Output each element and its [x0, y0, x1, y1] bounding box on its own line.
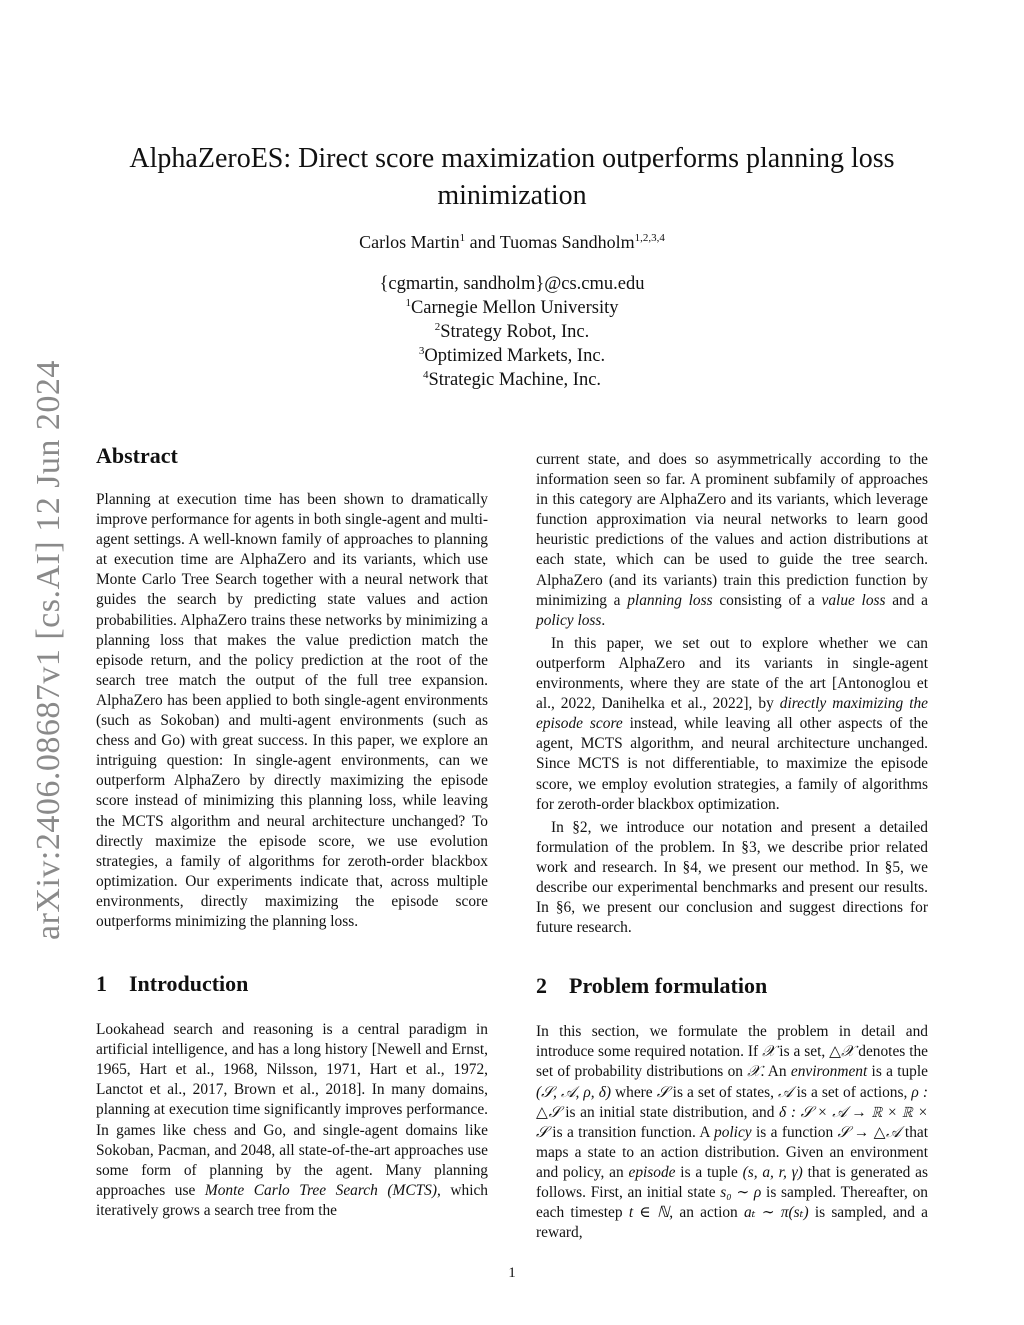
affiliation-line — [90, 344, 934, 368]
math: ρ : △𝒮 — [536, 1083, 928, 1121]
abstract-heading: Abstract — [96, 443, 178, 468]
text-run: instead, while leaving all other aspects of the agent, MCTS algorithm, and neural architecture unchanged. Since MCTS is not differentiable, to maximize the episode score, we employ evolution strategies, a family of algorithms for zeroth-order blackbox optimization. — [536, 715, 928, 813]
affil-sup: 1 — [405, 297, 411, 309]
affil-sup: 3 — [418, 345, 425, 357]
math: △𝒳 — [829, 1043, 855, 1061]
paper-title — [90, 140, 934, 214]
author-conjunction: and — [465, 232, 500, 252]
text-run: , an action — [669, 1204, 744, 1222]
text-run: is a tuple — [675, 1163, 743, 1181]
affil-sup: 4 — [422, 369, 429, 381]
affiliation-block — [90, 272, 934, 392]
title-line-2: minimization — [437, 180, 587, 211]
emphasis: planning loss — [627, 591, 713, 609]
author-affil-sup: 1 — [459, 232, 466, 244]
emphasis: policy loss — [536, 611, 602, 629]
text-run: In this paper, we set out to explore whether we can outperform AlphaZero and its variants in single-agent environments, where they are state of the art [Antonoglou et al., 2022, Danihelka et al., 2022], by — [536, 634, 928, 713]
text-run: is a set of actions, — [792, 1083, 912, 1101]
text-run: consisting of a — [712, 591, 822, 609]
left-column — [96, 442, 488, 1221]
text-run: is sampled, and a reward, — [536, 1204, 928, 1242]
text-run: is a set of states, — [668, 1083, 779, 1101]
emphasis: directly maximizing the episode score — [536, 695, 928, 733]
math: 𝒳 — [762, 1043, 776, 1061]
math: (𝒮, 𝒜, ρ, δ) — [536, 1083, 611, 1101]
affiliation-line — [90, 296, 934, 320]
emphasis: Monte Carlo Tree Search (MCTS) — [204, 1181, 437, 1199]
affil-name: Strategic Machine, Inc. — [428, 370, 602, 390]
math: δ : 𝒮 × 𝒜 → ℝ × ℝ × 𝒮 — [536, 1103, 928, 1141]
intro-heading — [96, 970, 488, 998]
text-run: is a function — [751, 1123, 838, 1141]
affiliation-line — [90, 320, 934, 344]
math: 𝒳 — [747, 1063, 761, 1081]
emphasis: episode — [628, 1163, 676, 1181]
section-title: Introduction — [129, 971, 249, 997]
section-number: 2 — [536, 973, 547, 999]
text-run: Lookahead search and reasoning is a central paradigm in artificial intelligence, and has a long history [Newell and Ernst, 1965, Hart et al., 1968, Nilsson, 1971, Hart et al., 1972, Lanctot et al., 2017, Brown et al., 2018]. In many domains, planning at execution time significantly improves performance. In games like chess and Go, and single-agent domains like Sokoban, Pacman, and 2048, all state-of-the-art approaches use some form of planning by the agent. Many planning approaches use — [96, 1021, 488, 1199]
abstract-text: Planning at execution time has been shown to dramatically improve performance for agents in both single-agent and multi-agent settings. A well-known family of approaches to planning at execution time are AlphaZero and its variants, which use Monte Carlo Tree Search together with a neural network that guides the search by predicting state values and action probabilities. AlphaZero trains these networks by minimizing a planning loss that makes the value prediction match the episode return, and the policy prediction at the root of the search tree match the output of the full tree expansion. AlphaZero has been applied to both single-agent environments (such as Sokoban) and multi-agent environments (such as chess and Go) with great success. In this paper, we explore an intriguing question: In single-agent environments, can we outperform AlphaZero by directly maximizing the episode score instead of minimizing this planning loss, while leaving the MCTS algorithm and neural architecture unchanged? To directly maximize the episode score, we use evolution strategies, a family of algorithms for zeroth-order blackbox optimization. Our experiments indicate that, across multiple environments, directly maximizing the episode score outperforms minimizing the planning loss. — [96, 491, 488, 930]
math: s₀ ∼ ρ — [720, 1184, 762, 1201]
intro-paragraph-2 — [536, 634, 928, 815]
affil-name: Carnegie Mellon University — [410, 298, 619, 318]
text-run: . An — [760, 1063, 791, 1081]
section-number: 1 — [96, 971, 107, 997]
affil-name: Strategy Robot, Inc. — [440, 322, 590, 342]
right-column — [536, 450, 928, 1243]
text-run: . — [601, 611, 606, 629]
text-run: and a — [885, 591, 928, 609]
math: t ∈ ℕ — [628, 1204, 670, 1222]
author-email[interactable]: {cgmartin, sandholm}@cs.cmu.edu — [379, 274, 645, 294]
text-run: is an initial state distribution, and — [560, 1103, 780, 1121]
text-run: , which iteratively grows a search tree from the — [96, 1181, 488, 1219]
math: (s, a, r, γ) — [742, 1163, 803, 1181]
affiliation-line — [90, 368, 934, 392]
arxiv-identifier[interactable]: arXiv:2406.08687v1 [cs.AI] 12 Jun 2024 — [30, 360, 67, 940]
math: 𝒮 — [656, 1083, 669, 1101]
author-affil-sup: 1,2,3,4 — [634, 232, 665, 244]
author-list — [90, 230, 934, 254]
text-run: that is generated as follows. First, an initial state — [536, 1163, 928, 1201]
emphasis: value loss — [821, 591, 886, 609]
text-run: denotes the set of probability distributions on — [536, 1043, 928, 1081]
text-run: In this section, we formulate the problem in detail and introduce some required notation. If — [536, 1023, 928, 1061]
section-title: Problem formulation — [569, 973, 768, 999]
text-run: is sampled. Thereafter, on each timestep — [536, 1184, 928, 1222]
intro-paragraph-continued — [536, 450, 928, 631]
math: 𝒜 — [778, 1083, 793, 1101]
intro-paragraph — [96, 1020, 488, 1221]
author-name: Tuomas Sandholm — [499, 232, 635, 252]
page-number: 1 — [508, 1265, 516, 1281]
problem-heading — [536, 972, 928, 1000]
title-line-1: AlphaZeroES: Direct score maximization outperforms planning loss — [129, 143, 895, 174]
text-run: where — [610, 1083, 657, 1101]
author-name: Carlos Martin — [359, 232, 460, 252]
text-run: that maps a state to an action distribution. Given an environment and policy, an — [536, 1123, 928, 1181]
intro-paragraph-3: In §2, we introduce our notation and present a detailed formulation of the problem. In §3, we describe prior related work and research. In §4, we present our method. In §5, we describe our experimental benchmarks and present our results. In §6, we present our conclusion and suggest directions for future research. — [536, 818, 928, 937]
emphasis: policy — [714, 1123, 752, 1141]
affil-name: Optimized Markets, Inc. — [424, 346, 606, 366]
text-run: current state, and does so asymmetrically according to the information seen so far. A prominent subfamily of approaches in this category are AlphaZero and its variants, which leverage function approximation via neural networks to learn good heuristic predictions of the values and action distributions at each state, which can be used to guide the tree search. AlphaZero (and its variants) train this prediction function by minimizing a — [536, 451, 928, 609]
math: 𝒮 → △𝒜 — [837, 1123, 901, 1141]
problem-paragraph — [536, 1022, 928, 1243]
text-run: is a tuple — [867, 1063, 928, 1081]
affil-sup: 2 — [434, 321, 441, 333]
text-run: is a transition function. A — [547, 1123, 714, 1141]
text-run: is a set, — [775, 1043, 830, 1061]
emphasis: environment — [790, 1063, 868, 1081]
math: aₜ ∼ π(sₜ) — [743, 1204, 809, 1222]
